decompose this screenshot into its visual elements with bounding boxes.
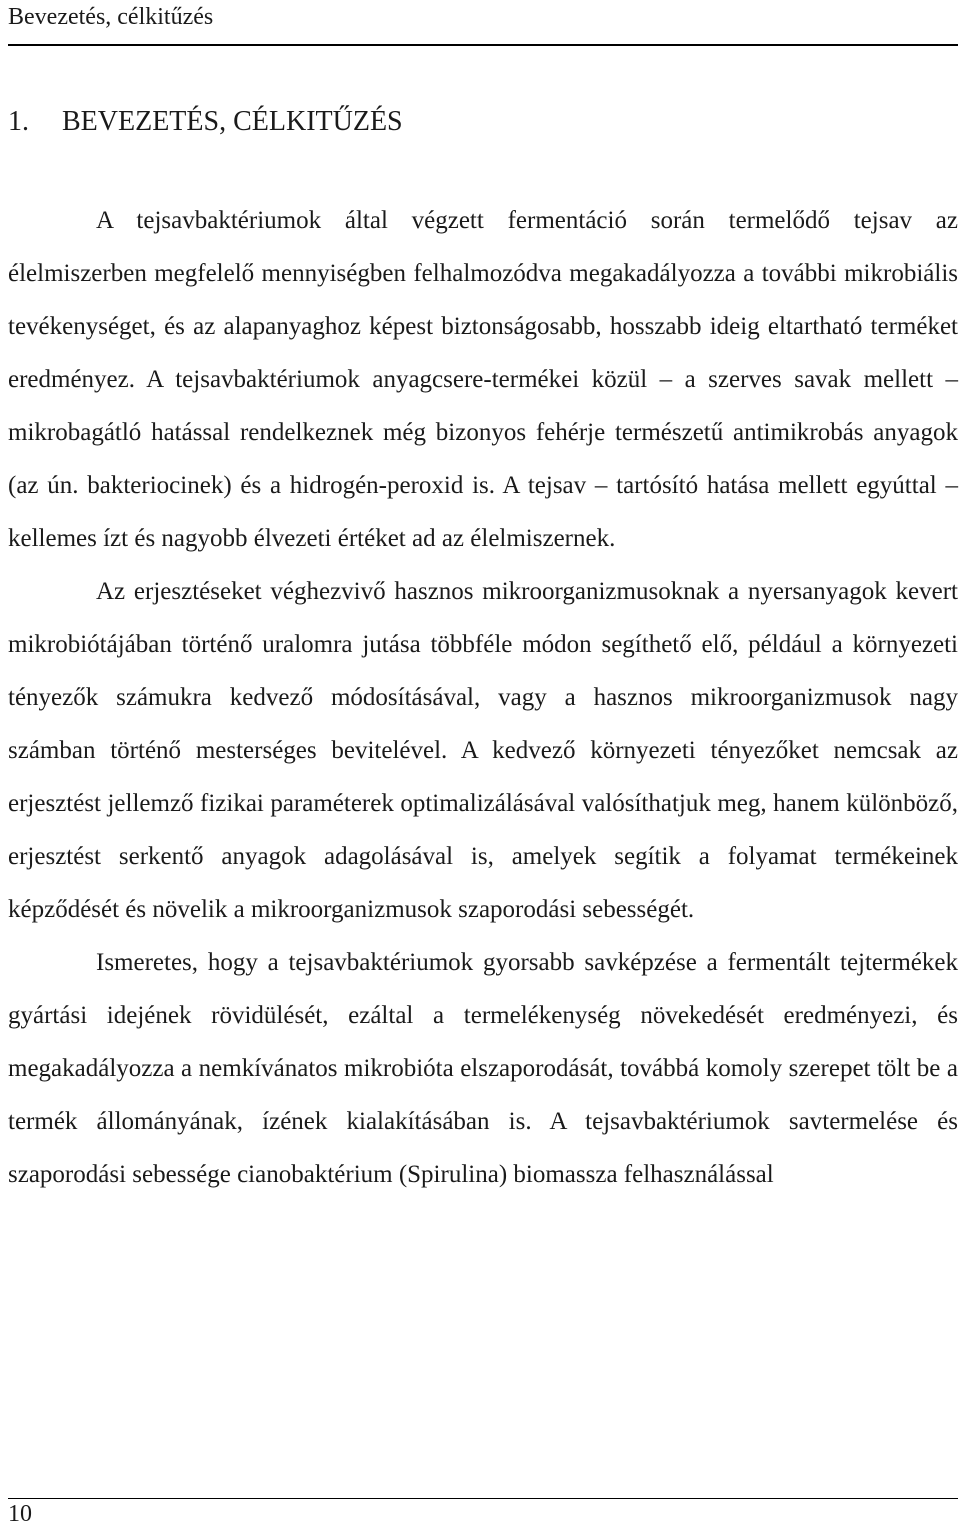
running-header: Bevezetés, célkitűzés: [8, 4, 214, 30]
paragraph-1: A tejsavbaktériumok által végzett fermentáció során termelődő tejsav az élelmiszerben megfelelő mennyiségben felhalmozódva megakadályozza a további mikrobiális tevékenységet, és az alapanyaghoz képest biztonságosabb, hosszabb ideig eltartható terméket eredményez. A tejsavbaktériumok anyagcsere-termékei közül – a szerves savak mellett – mikrobagátló hatással rendelkeznek még bizonyos fehérje természetű antimikrobás anyagok (az ún. bakteriocinek) és a hidrogén-peroxid is. A tejsav – tartósító hatása mellett egyúttal – kellemes ízt és nagyobb élvezeti értéket ad az élelmiszernek.: [8, 207, 958, 552]
header-divider: [8, 44, 958, 46]
paragraph-2: Az erjesztéseket véghezvivő hasznos mikroorganizmusoknak a nyersanyagok kevert mikrobiótájában történő uralomra jutása többféle módon segíthető elő, például a környezeti tényezők számukra kedvező módosításával, vagy a hasznos mikroorganizmusok nagy számban történő mesterséges bevitelével. A kedvező környezeti tényezőket nemcsak az erjesztést jellemző fizikai paraméterek optimalizálásával valósíthatjuk meg, hanem különböző, erjesztést serkentő anyagok adagolásával is, amelyek segítik a folyamat termékeinek képződését és növelik a mikroorganizmusok szaporodási sebességét.: [8, 578, 958, 923]
body-text: [8, 194, 958, 1201]
page-number: 10: [8, 1501, 32, 1527]
paragraph-3: Ismeretes, hogy a tejsavbaktériumok gyorsabb savképzése a fermentált tejtermékek gyártási idejének rövidülését, ezáltal a termelékenység növekedését eredményezi, és megakadályozza a nemkívánatos mikrobióta elszaporodását, továbbá komoly szerepet tölt be a termék állományának, ízének kialakításában is. A tejsavbaktériumok savtermelése és szaporodási sebessége cianobaktérium (Spirulina) biomassza felhasználással: [8, 949, 958, 1188]
chapter-title-text: BEVEZETÉS, CÉLKITŰZÉS: [62, 105, 403, 137]
chapter-number: 1.: [8, 105, 29, 137]
footer-divider: [8, 1498, 958, 1499]
chapter-title: [8, 103, 403, 141]
